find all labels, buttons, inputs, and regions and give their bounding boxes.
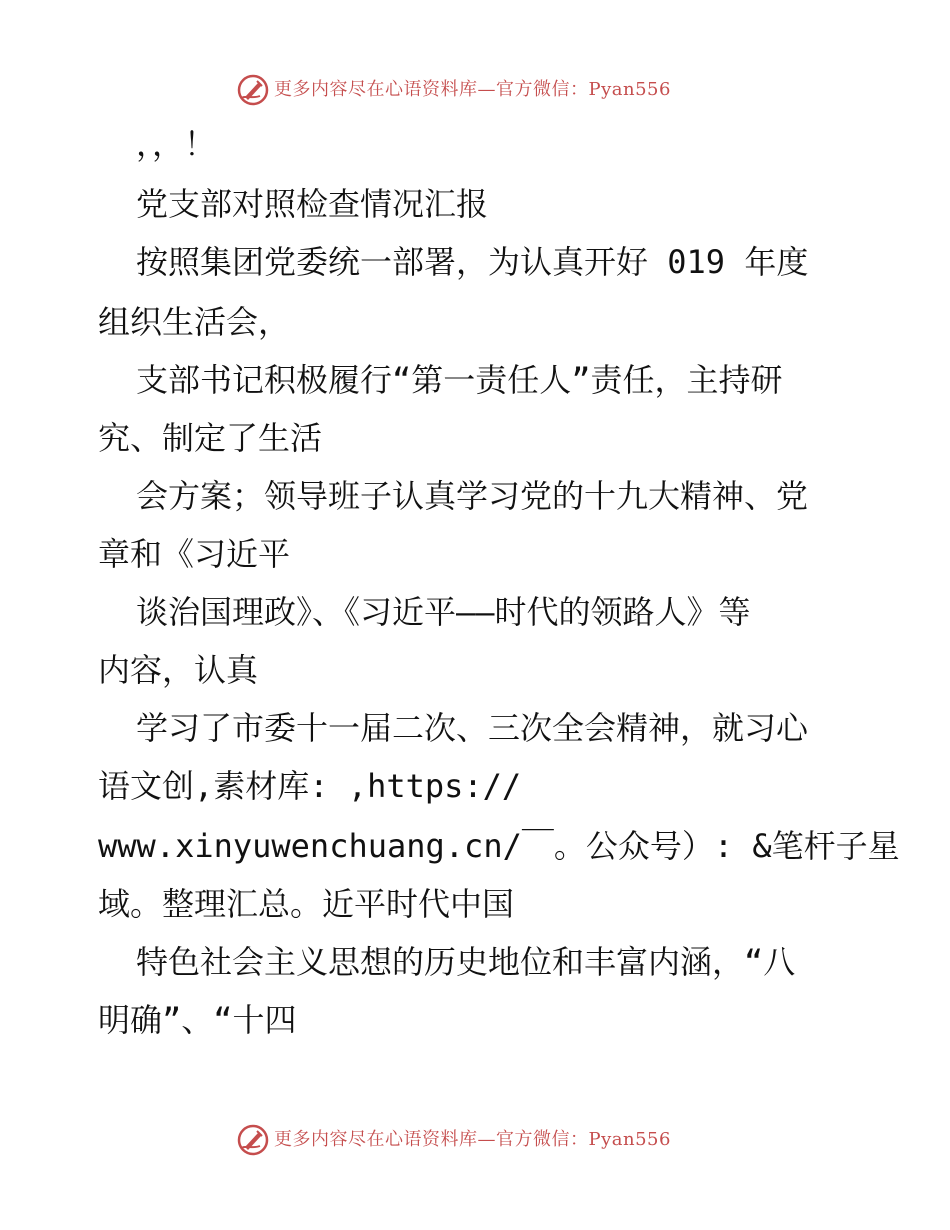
text-line: 域。整理汇总。近平时代中国 [98,885,515,923]
pen-logo-icon [236,1123,270,1157]
text-line: 内容，认真 [98,651,259,689]
text-line: 究、制定了生活 [98,419,323,457]
text-line: 党支部对照检查情况汇报 [136,185,489,223]
watermark-text: 更多内容尽在心语资料库—官方微信：Pyan556 [274,1129,671,1150]
text-line: 章和《习近平 [98,535,291,573]
text-line: 谈治国理政》、《习近平——时代的领路人》等 [136,593,751,631]
header-watermark [236,72,671,108]
text-line: 特色社会主义思想的历史地位和丰富内涵，“八 [136,943,796,981]
text-line: 学习了市委十一届二次、三次全会精神，就习心 [136,709,809,747]
text-line: 会方案；领导班子认真学习党的十九大精神、党 [136,477,809,515]
text-line: 组织生活会， [98,303,291,341]
text-line: 语文创,素材库: ,https:// [98,767,522,805]
text-line: 按照集团党委统一部署，为认真开好 019 年度 [136,243,809,281]
watermark-text: 更多内容尽在心语资料库—官方微信：Pyan556 [274,79,671,100]
pen-logo-icon [236,73,270,107]
text-line: 支部书记积极履行“第一责任人”责任，主持研 [136,361,783,399]
text-line: 明确”、“十四 [98,1001,297,1039]
text-line: ，，！ [136,125,217,163]
footer-watermark [236,1122,671,1158]
text-line: www.xinyuwenchuang.cn/￣。公众号）: &笔杆子星 [98,827,900,865]
